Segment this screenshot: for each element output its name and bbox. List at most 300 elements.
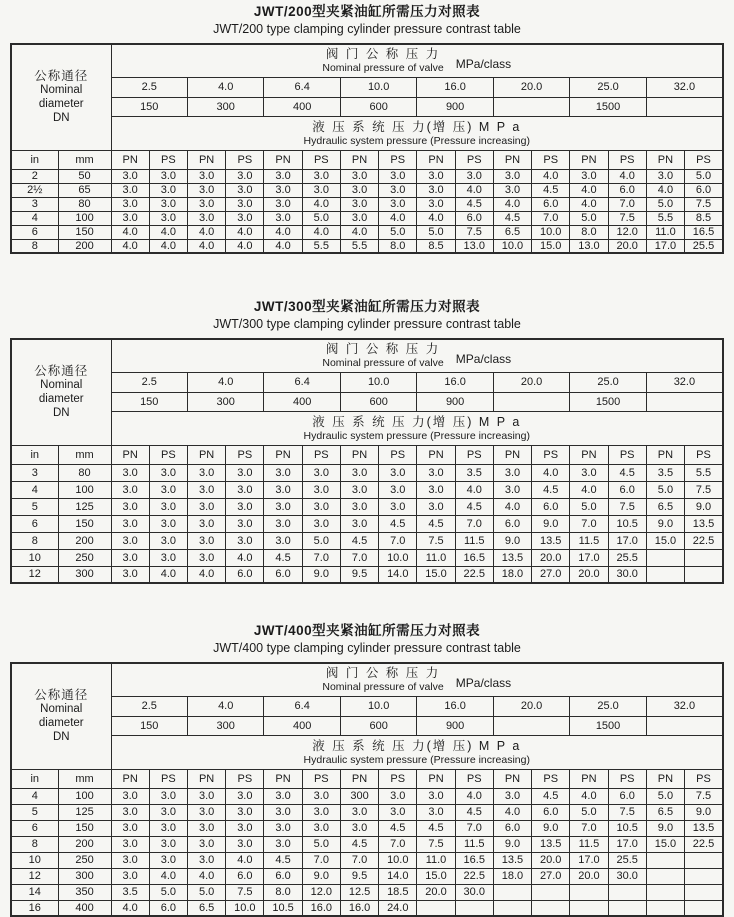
- pressure-value: 8.0: [570, 225, 608, 239]
- pressure-value: 4.5: [455, 498, 493, 515]
- class-value: 900: [417, 716, 493, 735]
- pressure-value: 3.0: [264, 532, 302, 549]
- col-header-ps: PS: [455, 445, 493, 464]
- pressure-value: [685, 884, 723, 900]
- pressure-value: 4.0: [302, 225, 340, 239]
- pressure-value: 4.0: [455, 481, 493, 498]
- pressure-value: 17.0: [570, 852, 608, 868]
- pressure-value: 6.0: [532, 498, 570, 515]
- pressure-value: 3.0: [226, 804, 264, 820]
- pressure-value: 3.0: [493, 183, 531, 197]
- pressure-value: 13.5: [685, 515, 723, 532]
- mpa-value: 10.0: [340, 77, 416, 97]
- valve-pressure-zh: 阀 门 公 称 压 力: [325, 666, 441, 681]
- pressure-value: 5.5: [302, 239, 340, 253]
- col-header-pn: PN: [111, 150, 149, 169]
- pressure-value: 3.0: [264, 820, 302, 836]
- jwt400-title-zh: JWT/400型夹紧油缸所需压力对照表: [253, 623, 481, 638]
- pressure-value: 4.0: [187, 868, 225, 884]
- col-header-pn: PN: [187, 769, 225, 788]
- pressure-value: 4.0: [646, 183, 684, 197]
- pressure-value: [493, 884, 531, 900]
- size-mm: 350: [58, 884, 111, 900]
- mpa-value: 10.0: [340, 696, 416, 716]
- pressure-value: 3.0: [340, 481, 378, 498]
- pressure-value: 4.0: [570, 197, 608, 211]
- pressure-value: 7.5: [608, 211, 646, 225]
- pressure-value: 3.0: [226, 481, 264, 498]
- pressure-value: 3.0: [340, 820, 378, 836]
- pressure-value: 4.5: [532, 183, 570, 197]
- size-mm: 65: [58, 183, 111, 197]
- pressure-value: [608, 884, 646, 900]
- col-header-pn: PN: [570, 445, 608, 464]
- pressure-value: 25.5: [685, 239, 723, 253]
- col-header-pn: PN: [111, 445, 149, 464]
- pressure-value: 10.0: [493, 239, 531, 253]
- pressure-value: 3.0: [149, 820, 187, 836]
- pressure-value: 6.0: [608, 183, 646, 197]
- pressure-value: 3.0: [226, 464, 264, 481]
- pressure-value: 3.0: [340, 464, 378, 481]
- hydraulic-pressure-zh: 液 压 系 统 压 力(增 压) M P a: [312, 738, 522, 753]
- pressure-value: 20.0: [417, 884, 455, 900]
- pressure-value: 4.0: [111, 239, 149, 253]
- pressure-value: 6.0: [532, 197, 570, 211]
- col-header-ps: PS: [302, 150, 340, 169]
- pressure-value: 6.0: [149, 900, 187, 916]
- col-header-in: in: [11, 150, 58, 169]
- pressure-value: 6.0: [226, 868, 264, 884]
- class-value: 300: [187, 716, 263, 735]
- pressure-value: 6.0: [608, 788, 646, 804]
- pressure-value: 3.0: [493, 788, 531, 804]
- pressure-value: [685, 852, 723, 868]
- pressure-value: 3.0: [340, 498, 378, 515]
- pressure-value: 6.5: [646, 498, 684, 515]
- class-value: 1500: [570, 97, 646, 116]
- pressure-value: 6.0: [455, 211, 493, 225]
- pressure-value: 7.0: [608, 197, 646, 211]
- pressure-value: 30.0: [455, 884, 493, 900]
- pressure-value: 4.0: [570, 788, 608, 804]
- jwt300-section: [10, 298, 724, 584]
- pressure-value: 5.5: [340, 239, 378, 253]
- pressure-value: 3.0: [111, 788, 149, 804]
- col-header-in: in: [11, 769, 58, 788]
- pressure-value: 4.0: [149, 566, 187, 583]
- pressure-value: 3.0: [149, 852, 187, 868]
- size-in: 2: [11, 169, 58, 183]
- size-mm: 200: [58, 532, 111, 549]
- valve-pressure-labels: [322, 342, 443, 369]
- pressure-value: 3.0: [264, 169, 302, 183]
- class-value: 150: [111, 716, 187, 735]
- class-value: 600: [340, 97, 416, 116]
- pressure-value: 3.0: [302, 515, 340, 532]
- pressure-value: 3.0: [111, 532, 149, 549]
- pressure-value: 5.0: [646, 481, 684, 498]
- size-mm: 150: [58, 225, 111, 239]
- pressure-value: 3.0: [264, 788, 302, 804]
- pressure-value: 3.0: [264, 836, 302, 852]
- col-header-ps: PS: [379, 769, 417, 788]
- table-row: [11, 549, 723, 566]
- pressure-value: 3.0: [264, 183, 302, 197]
- valve-pressure-header: [111, 44, 723, 77]
- pressure-value: 3.0: [226, 498, 264, 515]
- pressure-value: 27.0: [532, 868, 570, 884]
- table-row: [11, 169, 723, 183]
- col-header-ps: PS: [226, 445, 264, 464]
- pressure-value: [685, 868, 723, 884]
- col-header-ps: PS: [226, 150, 264, 169]
- pressure-value: 3.0: [187, 549, 225, 566]
- pressure-value: 3.0: [149, 183, 187, 197]
- hydraulic-pressure-header: [111, 411, 723, 445]
- pressure-value: 4.0: [340, 225, 378, 239]
- pressure-value: 4.0: [226, 239, 264, 253]
- col-header-mm: mm: [58, 445, 111, 464]
- mpa-value: 6.4: [264, 77, 340, 97]
- pressure-value: 3.0: [455, 169, 493, 183]
- pressure-value: 3.0: [111, 183, 149, 197]
- pressure-value: 3.0: [340, 515, 378, 532]
- pressure-value: 6.0: [493, 515, 531, 532]
- class-value: [493, 97, 569, 116]
- valve-pressure-header: [111, 339, 723, 372]
- pressure-value: 3.0: [493, 464, 531, 481]
- pressure-value: 3.0: [417, 481, 455, 498]
- table-row: [11, 868, 723, 884]
- col-header-pn: PN: [570, 150, 608, 169]
- pressure-value: 6.0: [685, 183, 723, 197]
- table-row: [11, 239, 723, 253]
- pressure-value: 10.0: [226, 900, 264, 916]
- pressure-value: 3.0: [646, 169, 684, 183]
- pressure-value: 6.0: [264, 868, 302, 884]
- pressure-value: 3.0: [226, 169, 264, 183]
- table-row: [11, 515, 723, 532]
- pressure-value: 3.5: [646, 464, 684, 481]
- pressure-value: 10.5: [264, 900, 302, 916]
- size-mm: 50: [58, 169, 111, 183]
- pressure-value: 3.0: [187, 532, 225, 549]
- pressure-value: 3.0: [417, 498, 455, 515]
- pressure-value: 7.0: [379, 836, 417, 852]
- valve-pressure-zh: 阀 门 公 称 压 力: [325, 47, 441, 62]
- table-row: [11, 804, 723, 820]
- pressure-value: 9.0: [646, 515, 684, 532]
- col-header-mm: mm: [58, 150, 111, 169]
- pressure-value: 15.0: [646, 532, 684, 549]
- pressure-value: 7.0: [302, 852, 340, 868]
- pressure-value: 3.0: [226, 515, 264, 532]
- valve-pressure-en: Nominal pressure of valve: [322, 62, 444, 75]
- pressure-value: 3.0: [187, 515, 225, 532]
- col-header-pn: PN: [417, 769, 455, 788]
- size-in: 5: [11, 804, 58, 820]
- pressure-value: 4.0: [493, 197, 531, 211]
- pressure-value: 3.0: [264, 481, 302, 498]
- pressure-value: 3.0: [149, 464, 187, 481]
- hydraulic-pressure-en: Hydraulic system pressure (Pressure increasing): [303, 134, 530, 147]
- class-value: [493, 716, 569, 735]
- pressure-value: [646, 566, 684, 583]
- size-in: 5: [11, 498, 58, 515]
- pressure-value: 3.0: [226, 820, 264, 836]
- pressure-value: 4.5: [455, 197, 493, 211]
- pressure-value: 3.0: [149, 169, 187, 183]
- hydraulic-pressure-zh: 液 压 系 统 压 力(增 压) M P a: [312, 119, 522, 134]
- pressure-value: 4.0: [455, 183, 493, 197]
- col-header-pn: PN: [646, 150, 684, 169]
- valve-pressure-en: Nominal pressure of valve: [322, 357, 444, 370]
- table-row: [11, 197, 723, 211]
- pressure-value: 27.0: [532, 566, 570, 583]
- pressure-value: 5.0: [417, 225, 455, 239]
- pressure-value: [685, 549, 723, 566]
- hydraulic-pressure-en: Hydraulic system pressure (Pressure increasing): [303, 429, 530, 442]
- col-header-ps: PS: [608, 769, 646, 788]
- pressure-value: 8.0: [264, 884, 302, 900]
- pressure-value: 4.0: [493, 498, 531, 515]
- pressure-value: 13.0: [570, 239, 608, 253]
- pressure-value: 4.0: [570, 481, 608, 498]
- pressure-value: 3.0: [379, 169, 417, 183]
- pressure-value: 17.0: [608, 532, 646, 549]
- valve-pressure-labels: [322, 47, 443, 74]
- valve-pressure-block: [112, 47, 722, 74]
- pressure-value: 4.0: [264, 225, 302, 239]
- valve-pressure-block: [112, 342, 722, 369]
- pressure-value: 13.5: [493, 852, 531, 868]
- pressure-value: 4.5: [608, 464, 646, 481]
- pressure-value: 11.5: [455, 532, 493, 549]
- mpa-value: 4.0: [187, 372, 263, 392]
- col-header-pn: PN: [417, 445, 455, 464]
- pressure-value: 5.0: [646, 788, 684, 804]
- pressure-value: 9.5: [340, 566, 378, 583]
- pressure-value: 7.0: [340, 549, 378, 566]
- nominal-diameter-en-line: diameter: [38, 392, 84, 405]
- pressure-value: 3.0: [226, 211, 264, 225]
- pressure-value: 17.0: [646, 239, 684, 253]
- mpa-value: 2.5: [111, 77, 187, 97]
- pressure-value: 3.0: [226, 197, 264, 211]
- col-header-in: in: [11, 445, 58, 464]
- pressure-value: 6.5: [493, 225, 531, 239]
- pressure-value: 4.0: [455, 788, 493, 804]
- pressure-value: 10.0: [532, 225, 570, 239]
- pressure-value: 4.0: [493, 804, 531, 820]
- col-header-ps: PS: [379, 150, 417, 169]
- pressure-value: [646, 852, 684, 868]
- table-row: [11, 225, 723, 239]
- hydraulic-pressure-header: [111, 735, 723, 769]
- jwt400-pressure-table: [10, 662, 724, 917]
- pressure-value: 5.0: [379, 225, 417, 239]
- pressure-value: 4.0: [532, 464, 570, 481]
- valve-pressure-zh: 阀 门 公 称 压 力: [325, 342, 441, 357]
- mpa-value: 10.0: [340, 372, 416, 392]
- pressure-value: 3.0: [226, 532, 264, 549]
- pressure-value: 4.5: [379, 515, 417, 532]
- mpa-value: 16.0: [417, 77, 493, 97]
- pressure-value: 4.0: [149, 868, 187, 884]
- pressure-value: 3.0: [111, 804, 149, 820]
- pressure-value: 4.0: [187, 566, 225, 583]
- pressure-value: 11.5: [570, 836, 608, 852]
- pressure-value: 22.5: [455, 566, 493, 583]
- col-header-ps: PS: [608, 445, 646, 464]
- jwt200-title-zh: JWT/200型夹紧油缸所需压力对照表: [253, 4, 481, 19]
- pressure-value: 7.0: [340, 852, 378, 868]
- pressure-value: 3.0: [187, 197, 225, 211]
- pressure-value: 9.5: [340, 868, 378, 884]
- pressure-value: 11.0: [646, 225, 684, 239]
- pressure-value: 3.0: [111, 868, 149, 884]
- pressure-value: 4.0: [187, 239, 225, 253]
- pressure-value: 3.0: [302, 820, 340, 836]
- pressure-value: 16.0: [340, 900, 378, 916]
- col-header-pn: PN: [340, 150, 378, 169]
- col-header-ps: PS: [149, 150, 187, 169]
- pressure-value: 12.0: [302, 884, 340, 900]
- size-in: 6: [11, 820, 58, 836]
- col-header-pn: PN: [340, 445, 378, 464]
- col-header-ps: PS: [226, 769, 264, 788]
- class-value: 300: [187, 97, 263, 116]
- jwt300-pressure-table: [10, 338, 724, 584]
- table-row: [11, 532, 723, 549]
- pressure-value: 4.0: [226, 549, 264, 566]
- mpa-value: 2.5: [111, 372, 187, 392]
- pressure-value: 24.0: [379, 900, 417, 916]
- col-header-ps: PS: [532, 769, 570, 788]
- pressure-value: 3.0: [187, 464, 225, 481]
- pressure-value: 18.5: [379, 884, 417, 900]
- pressure-value: 7.5: [417, 836, 455, 852]
- col-header-pn: PN: [570, 769, 608, 788]
- pressure-value: 16.5: [455, 549, 493, 566]
- pressure-value: 4.0: [226, 225, 264, 239]
- pressure-value: 9.0: [532, 515, 570, 532]
- pressure-value: 5.0: [187, 884, 225, 900]
- pressure-value: 15.0: [532, 239, 570, 253]
- pressure-value: 9.0: [646, 820, 684, 836]
- pressure-value: 7.5: [608, 498, 646, 515]
- mpa-value: 25.0: [570, 372, 646, 392]
- pressure-value: 7.0: [455, 820, 493, 836]
- pressure-value: 3.0: [187, 788, 225, 804]
- jwt300-title-en: JWT/300 type clamping cylinder pressure contrast table: [213, 317, 521, 331]
- pressure-value: 18.0: [493, 566, 531, 583]
- pressure-value: 3.0: [302, 183, 340, 197]
- pressure-value: 4.5: [493, 211, 531, 225]
- pressure-value: 5.0: [302, 211, 340, 225]
- pressure-value: 3.0: [340, 804, 378, 820]
- pressure-value: 3.0: [570, 169, 608, 183]
- size-in: 12: [11, 868, 58, 884]
- nominal-diameter-en-line: diameter: [38, 97, 84, 110]
- pressure-value: [685, 566, 723, 583]
- pressure-value: 6.5: [646, 804, 684, 820]
- pressure-value: 4.5: [417, 515, 455, 532]
- pressure-value: 6.0: [532, 804, 570, 820]
- pressure-value: 30.0: [608, 566, 646, 583]
- pressure-value: 25.5: [608, 852, 646, 868]
- col-header-pn: PN: [264, 445, 302, 464]
- pressure-value: 3.0: [187, 820, 225, 836]
- pressure-value: [646, 549, 684, 566]
- pressure-value: 4.0: [302, 197, 340, 211]
- pressure-value: 3.0: [226, 183, 264, 197]
- pressure-value: 7.5: [685, 788, 723, 804]
- size-in: 6: [11, 225, 58, 239]
- pressure-value: 4.0: [608, 169, 646, 183]
- pressure-value: 15.0: [417, 566, 455, 583]
- pressure-value: 10.0: [379, 852, 417, 868]
- pressure-value: 4.5: [532, 481, 570, 498]
- jwt200-title-en: JWT/200 type clamping cylinder pressure contrast table: [213, 22, 521, 36]
- col-header-pn: PN: [493, 445, 531, 464]
- pressure-value: 3.0: [149, 788, 187, 804]
- col-header-pn: PN: [493, 769, 531, 788]
- size-mm: 100: [58, 481, 111, 498]
- pressure-value: 22.5: [455, 868, 493, 884]
- pressure-value: 3.0: [149, 481, 187, 498]
- col-header-mm: mm: [58, 769, 111, 788]
- pressure-value: 13.5: [493, 549, 531, 566]
- class-value: [646, 97, 723, 116]
- col-header-ps: PS: [685, 769, 723, 788]
- size-in: 3: [11, 197, 58, 211]
- pressure-value: 3.0: [149, 836, 187, 852]
- size-mm: 100: [58, 788, 111, 804]
- pressure-value: 3.0: [264, 464, 302, 481]
- pressure-value: 3.0: [187, 169, 225, 183]
- size-in: 4: [11, 211, 58, 225]
- pressure-value: 7.5: [455, 225, 493, 239]
- pressure-value: 4.5: [264, 852, 302, 868]
- pressure-value: 3.0: [302, 804, 340, 820]
- class-value: 600: [340, 716, 416, 735]
- pressure-value: 9.0: [302, 868, 340, 884]
- col-header-ps: PS: [149, 445, 187, 464]
- col-header-pn: PN: [264, 150, 302, 169]
- pressure-value: 3.0: [111, 852, 149, 868]
- table-row: [11, 464, 723, 481]
- size-in: 8: [11, 836, 58, 852]
- pressure-value: 8.5: [417, 239, 455, 253]
- class-value: 400: [264, 97, 340, 116]
- nominal-diameter-en-line: DN: [52, 111, 70, 124]
- pressure-value: 3.0: [149, 498, 187, 515]
- mpa-value: 25.0: [570, 696, 646, 716]
- pressure-value: 10.5: [608, 515, 646, 532]
- pressure-value: 3.0: [493, 481, 531, 498]
- class-value: 1500: [570, 392, 646, 411]
- mpa-value: 32.0: [646, 372, 723, 392]
- hydraulic-pressure-en: Hydraulic system pressure (Pressure increasing): [303, 753, 530, 766]
- col-header-ps: PS: [532, 445, 570, 464]
- col-header-ps: PS: [149, 769, 187, 788]
- pressure-value: 4.0: [149, 225, 187, 239]
- jwt300-title-zh: JWT/300型夹紧油缸所需压力对照表: [253, 299, 481, 314]
- pressure-value: 3.0: [570, 464, 608, 481]
- size-mm: 400: [58, 900, 111, 916]
